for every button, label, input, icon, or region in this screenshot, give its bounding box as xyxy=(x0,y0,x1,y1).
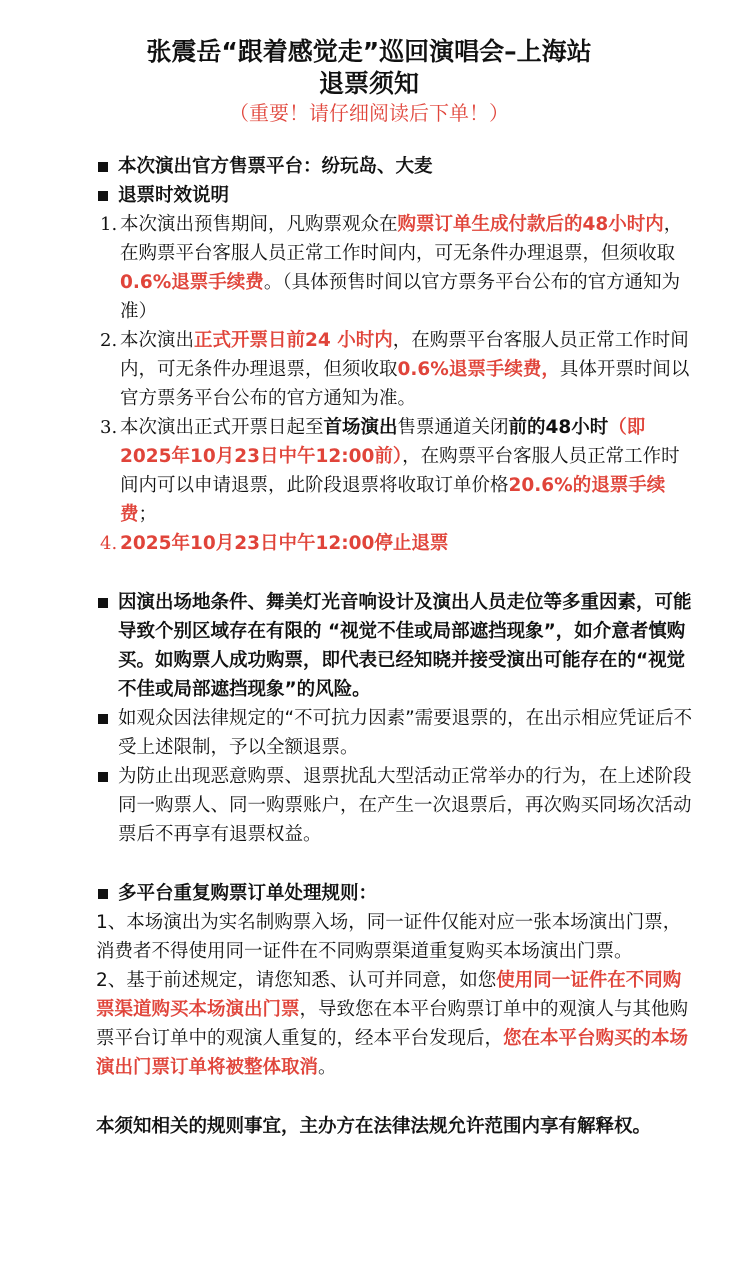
item-highlight: 购票订单生成付款后的48小时内 xyxy=(397,214,664,235)
item-text: 本次演出 xyxy=(120,330,195,351)
item-highlight: （即2025年10月23日中午12:00前） xyxy=(120,417,646,467)
item-bold: 首场演出 xyxy=(323,417,398,438)
item-highlight: 20.6%的退票手续费 xyxy=(120,475,666,525)
refund-rule-item xyxy=(96,529,696,558)
item-text: ，在购票平台客服人员正常工作时间内可以申请退票，此阶段退票将收取订单价格 xyxy=(120,446,680,496)
platform-section xyxy=(96,152,696,181)
rule-highlight: 您在本平台购买的本场演出门票订单将被整体取消 xyxy=(96,1028,689,1078)
item-number: 1. xyxy=(100,214,118,235)
rule-highlight: 使用同一证件在不同购票渠道购买本场演出门票 xyxy=(96,970,682,1020)
bullet-square-icon xyxy=(98,772,108,782)
item-bold: 前的48小时 xyxy=(508,417,609,438)
rule-text: ，导致您在本平台购票订单中的观演人与其他购票平台订单中的观演人重复的，经本平台发现后， xyxy=(96,999,689,1049)
item-number: 2. xyxy=(100,330,118,351)
item-text: 售票通道关闭 xyxy=(397,417,509,438)
rule-text: 2、基于前述规定，请您知悉、认可并同意，如您 xyxy=(96,970,497,991)
note-text: 为防止出现恶意购票、退票扰乱大型活动正常举办的行为，在上述阶段同一购票人、同一购票账户，在产生一次退票后，再次购买同场次活动票后不再享有退票权益。 xyxy=(118,766,692,845)
bullet-square-icon xyxy=(98,889,108,899)
refund-timing-heading xyxy=(96,181,696,210)
item-highlight: 2025年10月23日中午12:00停止退票 xyxy=(120,533,449,554)
page-subtitle: 退票须知 xyxy=(318,69,419,98)
refund-rule-item xyxy=(96,326,696,413)
platform-text: 本次演出官方售票平台：纷玩岛、大麦 xyxy=(118,156,433,177)
anti-scalping-note xyxy=(96,762,696,849)
multi-platform-title: 多平台重复购票订单处理规则： xyxy=(118,883,378,904)
notice-body xyxy=(96,152,696,1141)
footer-statement: 本须知相关的规则事宜，主办方在法律法规允许范围内享有解释权。 xyxy=(96,1116,652,1137)
rule-text: 。 xyxy=(318,1057,337,1078)
item-text: 本次演出正式开票日起至 xyxy=(120,417,324,438)
item-text: 本次演出预售期间，凡购票观众在 xyxy=(120,214,398,235)
multi-rule-2 xyxy=(96,966,696,1082)
item-text: ，在购票平台客服人员正常工作时间内，可无条件办理退票，但须收取 xyxy=(120,214,683,264)
bullet-square-icon xyxy=(98,162,108,172)
bullet-square-icon xyxy=(98,191,108,201)
multi-platform-heading xyxy=(96,879,696,908)
visibility-note xyxy=(96,588,696,704)
item-text: ； xyxy=(138,504,158,525)
item-text: 。（具体预售时间以官方票务平台公布的官方通知为准） xyxy=(120,272,681,322)
item-text: 具体开票时间以官方票务平台公布的官方通知为准。 xyxy=(120,359,690,409)
page-title: 张震岳“跟着感觉走”巡回演唱会–上海站 xyxy=(146,37,592,66)
refund-rule-item xyxy=(96,210,696,326)
refund-rule-item xyxy=(96,413,696,529)
item-highlight: 正式开票日前24 小时内 xyxy=(194,330,393,351)
item-highlight: 0.6%退票手续费， xyxy=(397,359,560,380)
item-number: 3. xyxy=(100,417,118,438)
multi-rule-1: 1、本场演出为实名制购票入场，同一证件仅能对应一张本场演出门票，消费者不得使用同一证件在不同购票渠道重复购买本场演出门票。 xyxy=(96,912,682,962)
important-notice: （重要！请仔细阅读后下单！） xyxy=(229,101,509,125)
refund-timing-title: 退票时效说明 xyxy=(118,185,230,206)
item-number: 4. xyxy=(100,533,118,554)
note-text: 如观众因法律规定的“不可抗力因素”需要退票的，在出示相应凭证后不受上述限制，予以全额退票。 xyxy=(118,708,693,758)
note-text: 因演出场地条件、舞美灯光音响设计及演出人员走位等多重因素，可能导致个别区域存在有限的 “视觉不佳或局部遮挡现象”，如介意者慎购买。如购票人成功购票，即代表已经知晓并接受演出可能存在的“视觉不佳或局部遮挡现象”的风险。 xyxy=(118,592,692,700)
item-highlight: 0.6%退票手续费 xyxy=(120,272,264,293)
bullet-square-icon xyxy=(98,598,108,608)
item-text: ，在购票平台客服人员正常工作时间内，可无条件办理退票，但须收取 xyxy=(120,330,689,380)
bullet-square-icon xyxy=(98,714,108,724)
force-majeure-note xyxy=(96,704,696,762)
